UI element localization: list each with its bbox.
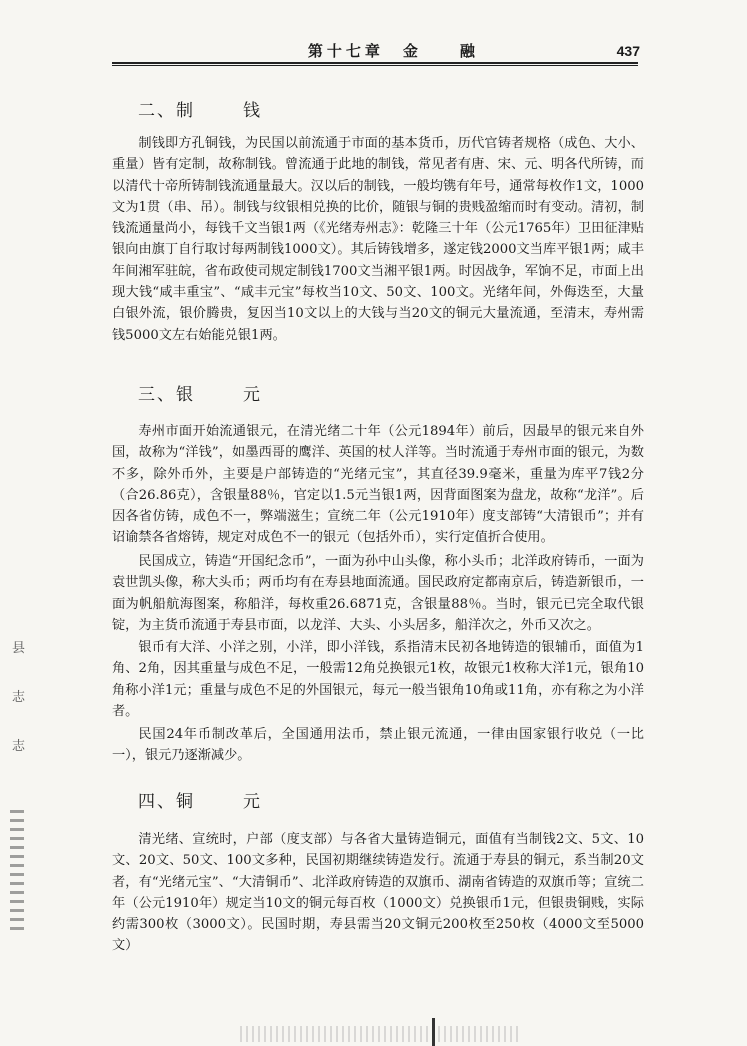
section-title-tongyuan: [138, 787, 262, 812]
section-title-yinyuan: [138, 380, 262, 405]
paragraph-yinyuan-3: 银币有大洋、小洋之别，小洋，即小洋钱，系指清末民初各地铸造的银辅币，面值为1角、2角，因其重量与成色不足，一般需12角兑换银元1枚，故银元1枚称大洋1元，银角10角称小洋1元；重量与成色不足的外国银元，每元一般当银角10角或11角，亦有称之为小洋者。: [112, 640, 644, 719]
section-title-word: 钱: [243, 101, 262, 121]
section-title-zhiqian: [138, 96, 262, 121]
paragraph-yinyuan-1: 寿州市面开始流通银元，在清光绪二十年（公元1894年）前后，因最早的银元来自外国，故称为“洋钱”，如墨西哥的鹰洋、英国的杖人洋等。当时流通于寿州市面的银元，为数不多，除外币外，主要是户部铸造的“光绪元宝”，其直径39.9毫米，重量为库平7钱2分（合26.86克），含银量88％，官定以1.5元当银1两，因背面图案为盘龙，故称“龙洋”。后因各省仿铸，成色不一，弊端滋生；宣统二年（公元1910年）度支部铸“大清银币”；并有诏谕禁各省熔铸，规定对成色不一的银元（包括外币），实行定值折合使用。: [112, 424, 644, 546]
footer-scan-bar: [432, 1018, 435, 1046]
margin-mark: 志: [12, 739, 26, 754]
section-title-num: 二、制: [138, 101, 195, 121]
paragraph-yinyuan-4: 民国24年币制改革后，全国通用法币，禁止银元流通，一律由国家银行收兑（一比一），银元乃逐渐减少。: [112, 727, 644, 764]
chapter-title: 第十七章 金 融: [307, 42, 479, 60]
margin-marks: [12, 642, 26, 789]
section-title-word: 元: [243, 385, 262, 405]
footer-scan-noise: [240, 1026, 520, 1042]
margin-mark: 志: [12, 690, 26, 705]
margin-scan-dots: [10, 810, 24, 930]
margin-mark: 县: [12, 641, 26, 656]
section-title-word: 元: [243, 792, 262, 812]
page-header: [110, 40, 640, 61]
paragraph-tongyuan: 清光绪、宣统时，户部（度支部）与各省大量铸造铜元，面值有当制钱2文、5文、10文、20文、50文、100文多种，民国初期继续铸造发行。流通于寿县的铜元，系当制20文者，有“光绪元宝”、“大清铜币”、北洋政府铸造的双旗币、湖南省铸造的双旗币等；宣统二年（公元1910年）规定当10文的铜元每百枚（1000文）兑换银币1元，但银贵铜贱，实际约需300枚（3000文）。民国时期，寿县需当20文铜元200枚至250枚（4000文至5000文）: [112, 832, 644, 954]
paragraph-zhiqian: 制钱即方孔铜钱，为民国以前流通于市面的基本货币，历代官铸者规格（成色、大小、重量）皆有定制，故称制钱。曾流通于此地的制钱，常见者有唐、宋、元、明各代所铸，而以清代十帝所铸制钱流通量最大。汉以后的制钱，一般均镌有年号，通常每枚作1文，1000文为1贯（串、吊）。制钱与纹银相兑换的比价，随银与铜的贵贱盈缩而时有变动。清初，制钱流通量尚小，每钱千文当银1两（《光绪寿州志》：乾隆三十年（公元1765年）卫田征津贴银向由旗丁自行取讨每两制钱1000文）。其后铸钱增多，遂定钱2000文当库平银1两；咸丰年间湘军驻皖，省布政使司规定制钱1700文当湘平银1两。时因战争，军饷不足，市面上出现大钱“咸丰重宝”、“咸丰元宝”每枚当10文、50文、100文。光绪年间，外侮迭至，大量白银外流，银价腾贵，复因当10文以上的大钱与当20文的铜元大量流通，至清末，寿州需钱5000文左右始能兑银1两。: [112, 136, 644, 343]
page-number: 437: [616, 42, 640, 59]
paragraph-yinyuan-2: 民国成立，铸造“开国纪念币”，一面为孙中山头像，称小头币；北洋政府铸币，一面为袁世凯头像，称大头币；两币均有在寿县地面流通。国民政府定都南京后，铸造新银币，一面为帆船航海图案，称船洋，每枚重26.6871克，含银量88％。当时，银元已完全取代银锭，为主货币流通于寿县市面，以龙洋、大头、小头居多，船洋次之，外币又次之。: [112, 554, 644, 633]
section-title-num: 四、铜: [138, 792, 195, 812]
header-rule: [112, 62, 638, 66]
section-title-num: 三、银: [138, 385, 195, 405]
